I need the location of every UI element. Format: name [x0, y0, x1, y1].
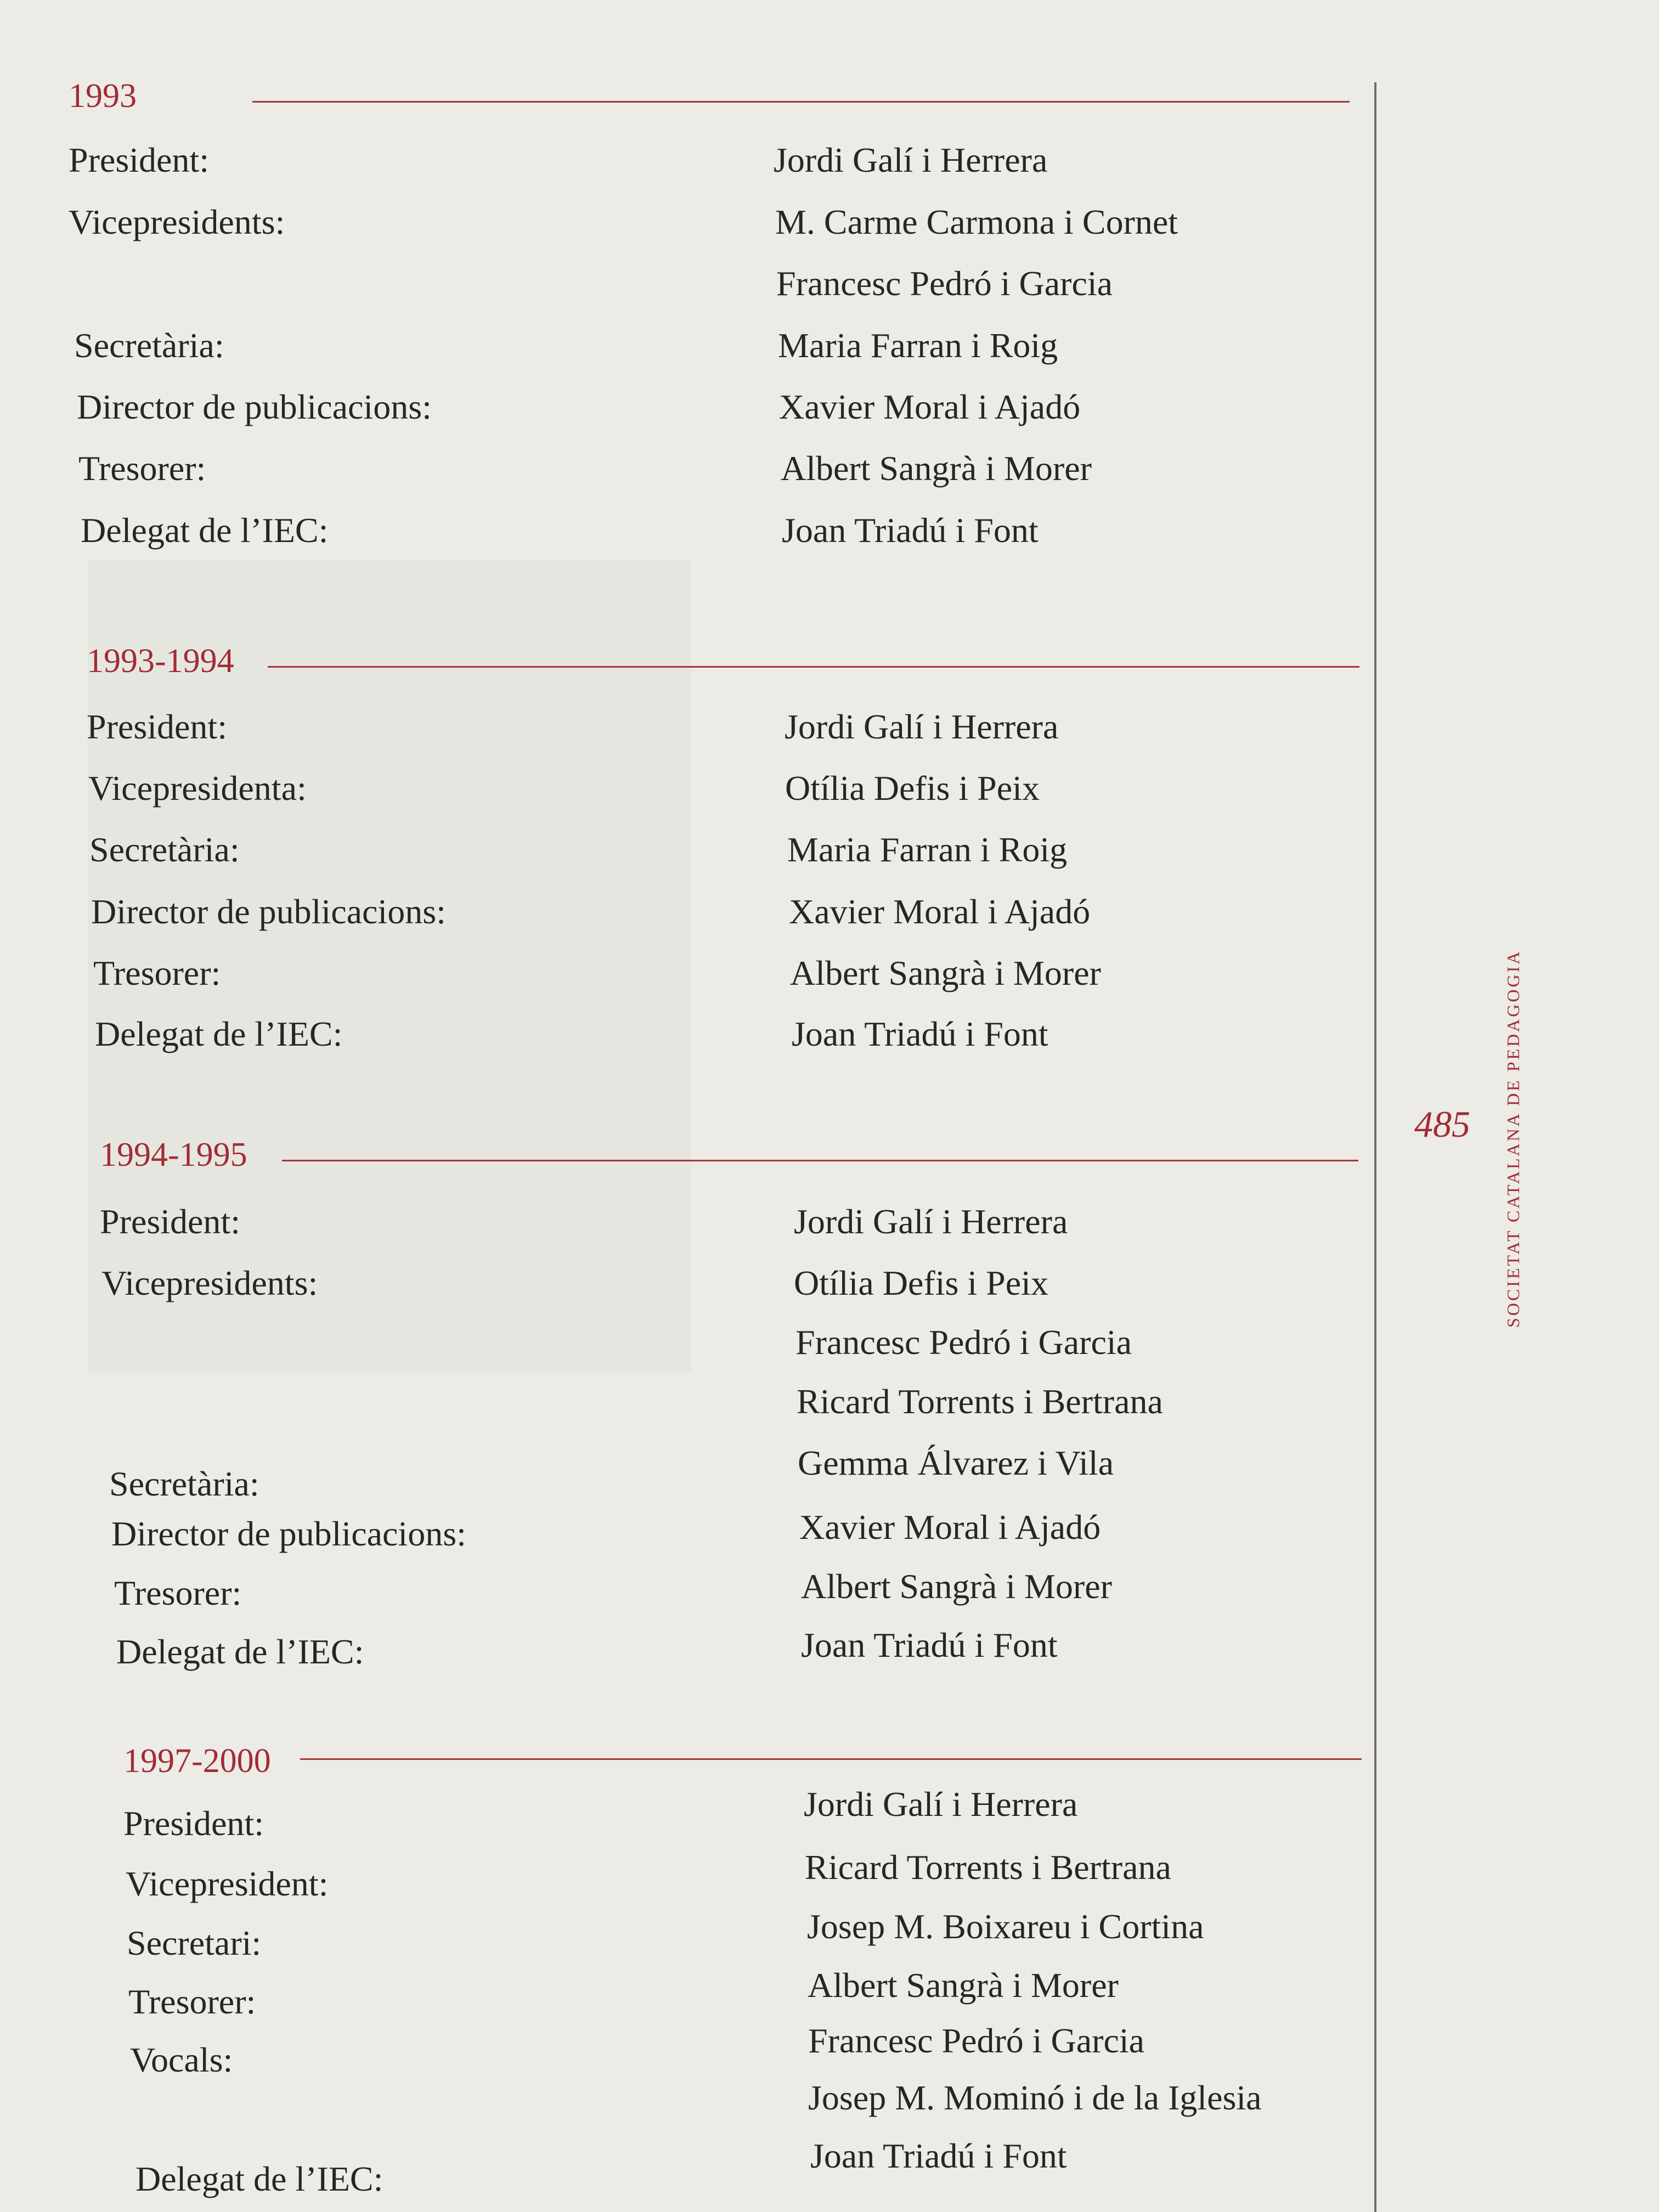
role-label: Delegat de l’IEC:: [136, 2159, 383, 2198]
section-rule: [282, 1160, 1358, 1161]
member-row: [136, 2136, 1452, 2203]
member-row: [100, 1322, 1417, 1366]
role-label: President:: [69, 140, 209, 179]
member-row: [74, 325, 1391, 369]
role-label: Delegat de l’IEC:: [95, 1014, 343, 1053]
role-label: Vicepresidents:: [69, 202, 285, 241]
member-row: [111, 1507, 1428, 1551]
member-row: [78, 448, 1395, 492]
section-rule: [252, 101, 1350, 103]
member-row: [69, 263, 1385, 307]
member-name: Jordi Galí i Herrera: [794, 1202, 1068, 1241]
role-label: Secretària:: [109, 1464, 259, 1503]
member-name: Otília Defis i Peix: [785, 769, 1040, 808]
role-label: Tresorer:: [114, 1573, 242, 1612]
member-row: [91, 891, 1408, 935]
member-name: Albert Sangrà i Morer: [801, 1567, 1112, 1606]
role-label: Vicepresidenta:: [88, 769, 307, 808]
member-name: Josep M. Mominó i de la Iglesia: [808, 2078, 1262, 2117]
member-name: Jordi Galí i Herrera: [774, 140, 1048, 179]
member-row: [88, 768, 1405, 812]
member-name: Xavier Moral i Ajadó: [779, 387, 1081, 426]
member-name: Albert Sangrà i Morer: [790, 953, 1101, 992]
running-title: SOCIETAT CATALANA DE PEDAGOGIA: [1503, 949, 1523, 1328]
member-row: [100, 1201, 1417, 1245]
role-label: Secretària:: [89, 830, 240, 869]
member-row: [123, 2078, 1440, 2121]
member-name: Francesc Pedró i Garcia: [795, 1323, 1132, 1362]
role-label: Secretària:: [74, 326, 224, 365]
member-name: Francesc Pedró i Garcia: [808, 2021, 1145, 2060]
member-name: Jordi Galí i Herrera: [804, 1785, 1078, 1824]
member-name: Xavier Moral i Ajadó: [799, 1508, 1101, 1547]
member-name: Otília Defis i Peix: [794, 1263, 1048, 1302]
role-label: Tresorer:: [128, 1982, 256, 2021]
member-name: Xavier Moral i Ajadó: [789, 892, 1091, 931]
role-label: Director de publicacions:: [77, 387, 432, 426]
section-year: 1994-1995: [100, 1136, 247, 1173]
member-row: [123, 1785, 1440, 1847]
member-row: [95, 1014, 1412, 1058]
member-name: M. Carme Carmona i Cornet: [775, 202, 1178, 241]
member-name: Francesc Pedró i Garcia: [776, 264, 1113, 303]
role-label: President:: [100, 1202, 240, 1241]
member-name: Maria Farran i Roig: [787, 830, 1068, 869]
member-row: [127, 1907, 1443, 1967]
member-name: Albert Sangrà i Morer: [808, 1966, 1119, 2005]
member-row: [126, 1848, 1442, 1908]
section-rule: [300, 1758, 1362, 1760]
member-name: Josep M. Boixareu i Cortina: [807, 1907, 1204, 1946]
role-label: Director de publicacions:: [91, 892, 446, 931]
section-year: 1997-2000: [123, 1742, 271, 1780]
member-row: [101, 1263, 1418, 1307]
member-row: [130, 2021, 1447, 2084]
role-label: Secretari:: [127, 1923, 262, 1962]
role-label: Tresorer:: [78, 449, 206, 488]
member-row: [89, 830, 1406, 873]
member-name: Joan Triadú i Font: [782, 511, 1039, 550]
section-rule: [268, 666, 1359, 668]
page-number: 485: [1414, 1103, 1470, 1145]
role-label: Vicepresident:: [126, 1864, 329, 1903]
member-name: Joan Triadú i Font: [792, 1014, 1048, 1053]
role-label: Tresorer:: [93, 953, 221, 992]
member-name: Albert Sangrà i Morer: [781, 449, 1092, 488]
role-label: Delegat de l’IEC:: [116, 1632, 364, 1671]
member-name: Gemma Álvarez i Vila: [798, 1443, 1114, 1482]
role-label: Delegat de l’IEC:: [81, 511, 329, 550]
member-name: Joan Triadú i Font: [810, 2136, 1067, 2175]
member-row: [77, 387, 1393, 431]
member-row: [69, 140, 1385, 184]
member-row: [116, 1625, 1433, 1669]
role-label: Vocals:: [130, 2040, 233, 2079]
member-name: Ricard Torrents i Bertrana: [797, 1382, 1163, 1421]
section-year: 1993: [69, 77, 137, 115]
member-name: Jordi Galí i Herrera: [785, 707, 1059, 746]
section-year: 1993-1994: [87, 642, 234, 680]
member-row: [128, 1966, 1445, 2025]
member-row: [100, 1381, 1417, 1425]
member-row: [87, 707, 1403, 751]
role-label: Vicepresidents:: [101, 1263, 318, 1302]
member-row: [69, 202, 1385, 246]
role-label: President:: [123, 1804, 264, 1843]
role-label: Director de publicacions:: [111, 1514, 466, 1553]
member-row: [114, 1566, 1431, 1610]
member-row: [109, 1443, 1426, 1503]
member-name: Ricard Torrents i Bertrana: [805, 1848, 1171, 1887]
member-name: Maria Farran i Roig: [778, 326, 1058, 365]
member-name: Joan Triadú i Font: [801, 1626, 1058, 1664]
role-label: President:: [87, 707, 227, 746]
member-row: [93, 953, 1410, 997]
member-row: [81, 510, 1397, 554]
